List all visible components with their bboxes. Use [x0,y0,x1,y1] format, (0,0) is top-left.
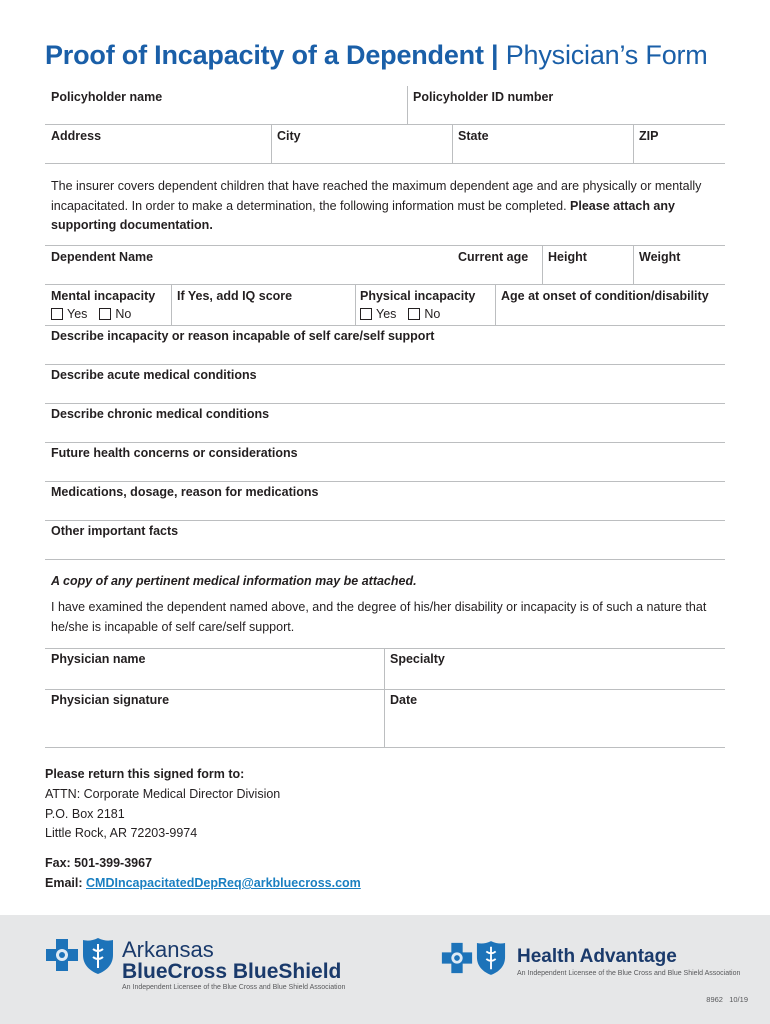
divider [45,325,725,326]
fax-line: Fax: 501-399-3967 [45,856,153,870]
divider [45,364,725,365]
city-label: City [277,129,301,143]
chronic-conditions-label: Describe chronic medical conditions [51,407,270,421]
mental-no-option[interactable] [99,307,131,321]
dependent-name-label: Dependent Name [51,250,154,264]
return-line-2: P.O. Box 2181 [45,806,125,821]
return-address [45,785,280,844]
physical-incapacity-label: Physical incapacity [360,289,476,303]
logo2-name: Health Advantage [517,946,677,967]
divider [45,403,725,404]
other-facts-label: Other important facts [51,524,179,538]
divider [542,245,543,284]
email-label: Email: [45,876,83,890]
footer [0,915,770,1024]
checkbox-icon[interactable] [408,308,420,320]
blue-shield-icon [82,937,114,975]
divider [384,648,385,747]
divider [45,559,725,560]
current-age-label: Current age [458,250,529,264]
divider [452,124,453,163]
checkbox-icon[interactable] [51,308,63,320]
policyholder-id-label: Policyholder ID number [413,90,554,104]
specialty-label: Specialty [390,652,445,666]
physical-no-option[interactable] [408,307,440,321]
divider [633,124,634,163]
intro-bold: Please attach any supporting documentation. [51,198,675,232]
divider [171,284,172,325]
blue-shield-icon [476,940,506,976]
divider [45,747,725,748]
yes-label: Yes [67,307,88,321]
divider [45,520,725,521]
divider [633,245,634,284]
intro-text: The insurer covers dependent children that have reached the maximum dependent age and are physically or mentally incapacitated. In order to make a determination, the following information must be completed. [51,179,702,213]
yes-label: Yes [376,307,397,321]
divider [271,124,272,163]
weight-label: Weight [639,250,681,264]
copy-note: A copy of any pertinent medical information may be attached. [51,574,417,588]
logo1-line2: BlueCross BlueShield [122,960,342,983]
title-sub: Physician’s Form [505,40,708,70]
divider [45,481,725,482]
physician-name-label: Physician name [51,652,146,666]
physical-incapacity-options [360,307,452,321]
describe-incapacity-label: Describe incapacity or reason incapable of self care/self support [51,329,435,343]
blue-cross-icon [440,941,474,975]
email-line [45,876,361,890]
divider [495,284,496,325]
mental-incapacity-label: Mental incapacity [51,289,156,303]
divider [45,284,725,285]
state-label: State [458,129,489,143]
divider [45,124,725,125]
form-number: 8962 10/19 [706,995,748,1004]
onset-age-label: Age at onset of condition/disability [501,289,709,303]
email-link[interactable]: CMDIncapacitatedDepReq@arkbluecross.com [86,876,361,890]
policyholder-name-label: Policyholder name [51,90,163,104]
iq-score-label: If Yes, add IQ score [177,289,293,303]
mental-yes-option[interactable] [51,307,87,321]
return-heading: Please return this signed form to: [45,767,245,781]
no-label: No [115,307,132,321]
physical-yes-option[interactable] [360,307,396,321]
checkbox-icon[interactable] [99,308,111,320]
checkbox-icon[interactable] [360,308,372,320]
divider [355,284,356,325]
title-main: Proof of Incapacity of a Dependent | [45,40,499,70]
acute-conditions-label: Describe acute medical conditions [51,368,257,382]
divider [45,689,725,690]
return-line-3: Little Rock, AR 72203-9974 [45,826,198,840]
divider [45,648,725,649]
logo1-line1: Arkansas [122,937,214,962]
page-title [45,40,708,71]
logo2-tagline: An Independent Licensee of the Blue Cross and Blue Shield Association [517,970,741,977]
physician-signature-label: Physician signature [51,693,170,707]
date-label: Date [390,693,418,707]
divider [407,86,408,124]
logo1-tagline: An Independent Licensee of the Blue Cross and Blue Shield Association [122,984,346,991]
divider [45,442,725,443]
height-label: Height [548,250,587,264]
medications-label: Medications, dosage, reason for medications [51,485,319,499]
divider [45,163,725,164]
no-label: No [424,307,441,321]
mental-incapacity-options [51,307,143,321]
return-line-1: ATTN: Corporate Medical Director Division [45,787,281,801]
divider [45,245,725,246]
zip-label: ZIP [639,129,659,143]
attestation-statement: I have examined the dependent named above, and the degree of his/her disability or incapacity is of such a nature that he/she is incapable of self care/self support. [51,600,707,634]
future-concerns-label: Future health concerns or considerations [51,446,298,460]
address-label: Address [51,129,102,143]
intro-paragraph [51,177,721,236]
blue-cross-icon [44,937,80,973]
